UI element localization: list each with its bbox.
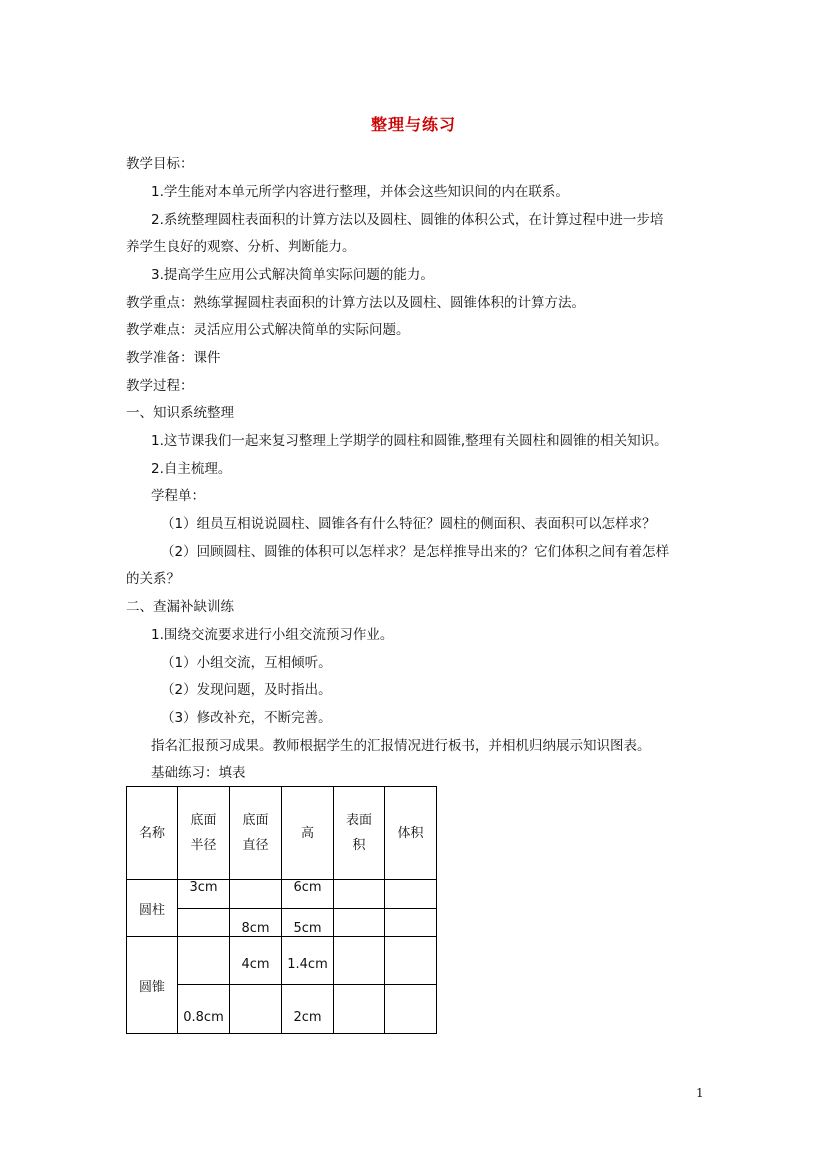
cell-radius: 3cm [178, 880, 230, 909]
row-label-cone: 圆锥 [127, 937, 178, 1034]
header-diameter: 底面 直径 [230, 787, 282, 880]
process-heading: 教学过程： [126, 378, 194, 394]
page-title: 整理与练习 [370, 115, 456, 134]
cell-height: 5cm [282, 909, 334, 937]
section-1-question: （2）回顾圆柱、圆锥的体积可以怎样求？是怎样推导出来的？它们体积之间有着怎样 [161, 544, 670, 560]
section-1-item: 2.自主梳理。 [151, 461, 232, 477]
cell-diameter: 4cm [230, 937, 282, 985]
key-point: 教学重点：熟练掌握圆柱表面积的计算方法以及圆柱、圆锥体积的计算方法。 [126, 295, 585, 311]
cell-height: 2cm [282, 985, 334, 1034]
fill-in-table [126, 786, 437, 1034]
cell-height: 1.4cm [282, 937, 334, 985]
section-2-item: （3）修改补充，不断完善。 [161, 710, 332, 726]
objective-1: 1.学生能对本单元所学内容进行整理，并体会这些知识间的内在联系。 [151, 184, 569, 200]
header-surface-area: 表面 积 [334, 787, 385, 880]
section-2-item: （2）发现问题，及时指出。 [161, 682, 332, 698]
cell-volume [385, 937, 437, 985]
objective-3: 3.提高学生应用公式解决简单实际问题的能力。 [151, 267, 434, 283]
cell-volume [385, 880, 437, 909]
cell-radius [178, 937, 230, 985]
header-height: 高 [282, 787, 334, 880]
objectives-heading: 教学目标： [126, 156, 194, 172]
header-radius: 底面 半径 [178, 787, 230, 880]
cell-surface-area [334, 909, 385, 937]
objective-2: 2.系统整理圆柱表面积的计算方法以及圆柱、圆锥的体积公式，在计算过程中进一步培 [151, 212, 664, 228]
section-1-heading: 一、知识系统整理 [126, 405, 234, 421]
cell-height: 6cm [282, 880, 334, 909]
table-row [127, 937, 437, 985]
header-volume: 体积 [385, 787, 437, 880]
section-2-item: 指名汇报预习成果。教师根据学生的汇报情况进行板书，并相机归纳展示知识图表。 [151, 738, 651, 754]
section-1-item: 1.这节课我们一起来复习整理上学期学的圆柱和圆锥,整理有关圆柱和圆锥的相关知识。 [151, 433, 668, 449]
cell-radius: 0.8cm [178, 985, 230, 1034]
page-number: 1 [696, 1086, 704, 1100]
cell-volume [385, 985, 437, 1034]
section-1-question: （1）组员互相说说圆柱、圆锥各有什么特征？圆柱的侧面积、表面积可以怎样求？ [161, 516, 656, 532]
cell-surface-area [334, 937, 385, 985]
preparation: 教学准备：课件 [126, 350, 221, 366]
row-label-cylinder: 圆柱 [127, 880, 178, 937]
section-2-heading: 二、查漏补缺训练 [126, 599, 234, 615]
cell-volume [385, 909, 437, 937]
cell-surface-area [334, 985, 385, 1034]
cell-surface-area [334, 880, 385, 909]
difficulty: 教学难点：灵活应用公式解决简单的实际问题。 [126, 322, 410, 338]
cell-diameter: 8cm [230, 909, 282, 937]
study-sheet-label: 学程单： [151, 488, 205, 504]
section-2-item: （1）小组交流，互相倾听。 [161, 655, 332, 671]
section-1-question-continued: 的关系？ [126, 571, 180, 587]
section-2-item: 1.围绕交流要求进行小组交流预习作业。 [151, 627, 394, 643]
table-row [127, 880, 437, 909]
exercise-label: 基础练习：填表 [151, 765, 246, 781]
cell-radius [178, 909, 230, 937]
header-name: 名称 [127, 787, 178, 880]
objective-2-continued: 养学生良好的观察、分析、判断能力。 [126, 239, 356, 255]
cell-diameter [230, 880, 282, 909]
table-header-row [127, 787, 437, 880]
cell-diameter [230, 985, 282, 1034]
